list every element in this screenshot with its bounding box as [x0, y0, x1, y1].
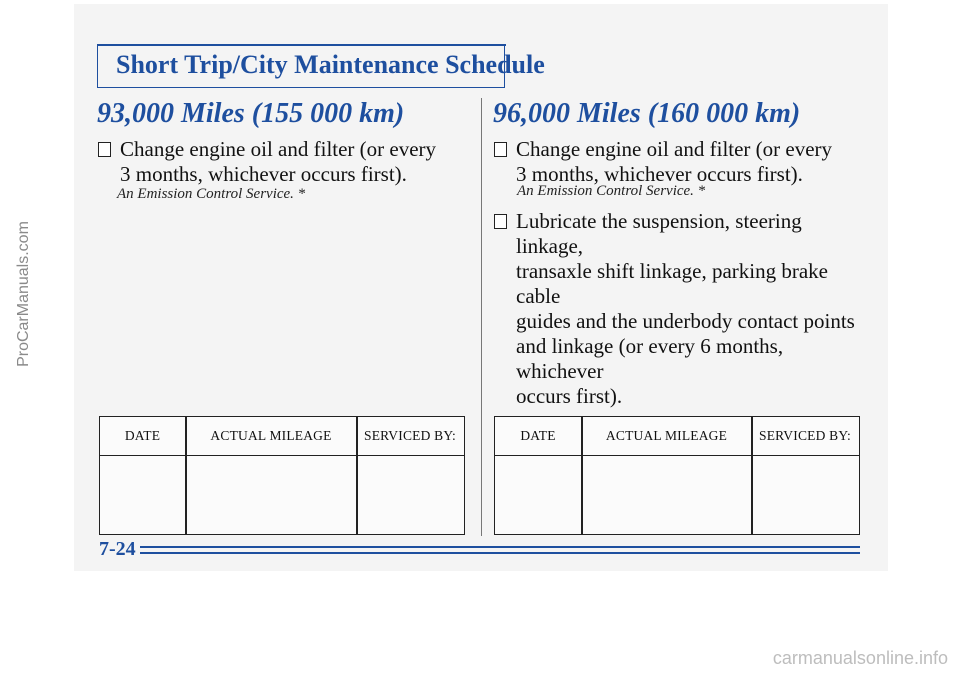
footer-site-link[interactable]: carmanualsonline.info — [772, 648, 948, 668]
right-service-log-table — [494, 416, 860, 535]
column-header-mileage: ACTUAL MILEAGE — [605, 428, 728, 443]
item-line: Lubricate the suspension, steering linkage, — [516, 209, 802, 258]
item-line: 3 months, whichever occurs first). — [516, 162, 803, 186]
item-line: occurs first). — [516, 384, 623, 408]
item-line: guides and the underbody contact points — [516, 309, 855, 333]
checkbox-icon[interactable] — [98, 142, 111, 157]
item-line: and linkage (or every 6 months, whichever — [516, 334, 784, 383]
right-checklist-item-oil — [494, 137, 874, 187]
item-line: transaxle shift linkage, parking brake cable — [516, 259, 828, 308]
page-number: 7-24 — [99, 538, 136, 560]
column-header-serviced-by: SERVICED BY: — [759, 428, 851, 443]
checkbox-icon[interactable] — [494, 142, 507, 157]
footer-rule-top — [140, 546, 860, 548]
watermark-vertical — [14, 214, 34, 374]
column-header-serviced-by: SERVICED BY: — [364, 428, 456, 443]
right-mileage-heading: 96,000 Miles (160 000 km) — [493, 98, 801, 129]
left-emission-note: An Emission Control Service. * — [117, 186, 306, 202]
right-emission-note: An Emission Control Service. * — [517, 183, 706, 199]
column-header-date: DATE — [124, 428, 161, 443]
footer-rule-bottom — [140, 552, 860, 554]
left-mileage-heading: 93,000 Miles (155 000 km) — [97, 98, 405, 129]
item-line: 3 months, whichever occurs first). — [120, 162, 407, 186]
section-title: Short Trip/City Maintenance Schedule — [116, 50, 545, 79]
watermark-text: ProCarManuals.com — [15, 221, 32, 367]
item-line: Change engine oil and filter (or every — [120, 137, 437, 161]
column-divider — [481, 98, 482, 536]
section-header-box — [97, 44, 545, 88]
item-line: Change engine oil and filter (or every — [516, 137, 833, 161]
column-header-mileage: ACTUAL MILEAGE — [210, 428, 332, 443]
left-checklist-item-oil — [98, 137, 458, 187]
right-checklist-item-lubricate — [494, 209, 874, 409]
left-service-log-table — [99, 416, 465, 535]
column-header-date: DATE — [520, 428, 556, 443]
checkbox-icon[interactable] — [494, 214, 507, 229]
